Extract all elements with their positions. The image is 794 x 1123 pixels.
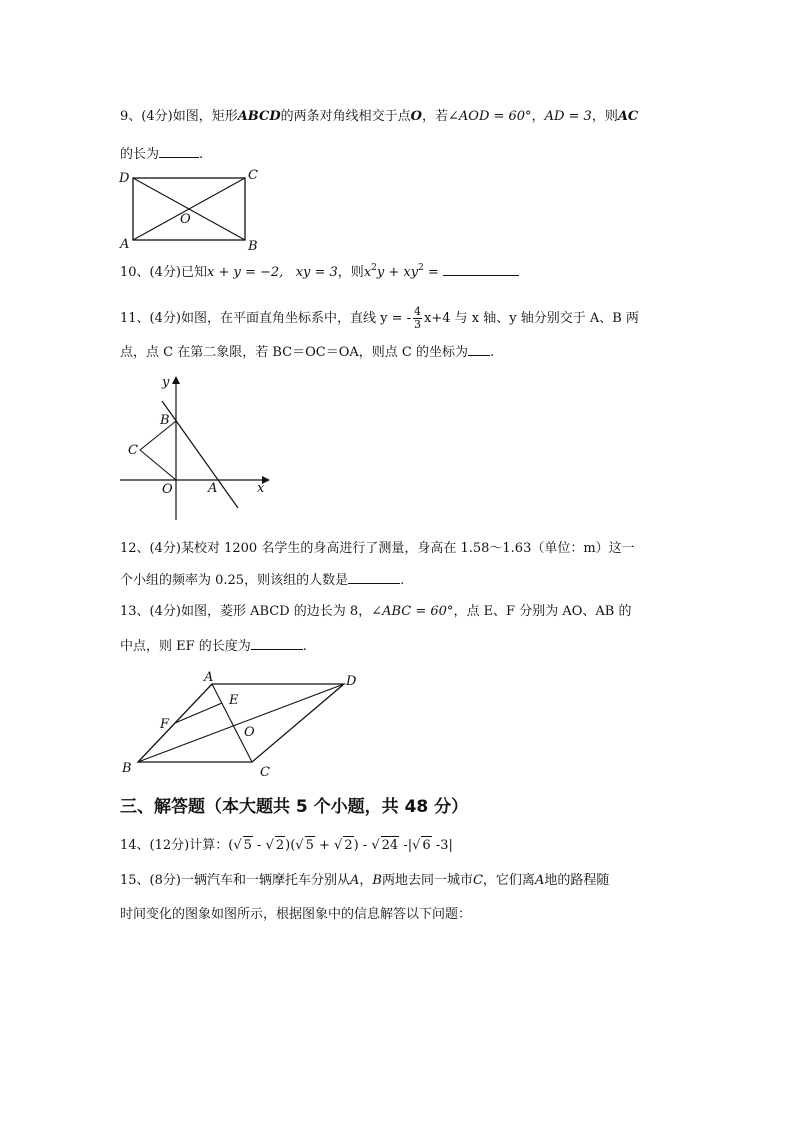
section-heading: 三、解答题（本大题共 5 个小题，共 48 分） — [120, 797, 469, 817]
q9-angle: ∠AOD = 60° — [448, 109, 532, 124]
q13-line1: 13、(4分)如图，菱形 ABCD 的边长为 8，∠ABC = 60°，点 E、F 分别为 AO、AB 的 — [120, 604, 632, 619]
label-b: B — [248, 239, 258, 254]
q14-number: 14、(12分) — [120, 838, 190, 853]
q11-coordinate-figure — [110, 368, 280, 528]
q12-line2: 个小组的频率为 0.25，则该组的人数是 . — [120, 570, 404, 590]
q15-number: 15、(8分) — [120, 873, 181, 888]
label-e: E — [229, 693, 239, 708]
label-c: C — [248, 168, 258, 183]
label-c: C — [128, 443, 138, 458]
label-d: D — [346, 674, 357, 689]
q12-number: 12、(4分) — [120, 541, 181, 556]
label-f: F — [160, 717, 170, 732]
answer-blank — [251, 636, 303, 650]
answer-blank — [468, 342, 490, 356]
q11-line1: 11、(4分)如图，在平面直角坐标系中，直线 y = - $\frac{4}{3}$ x+4 与 x 轴、y 轴分别交于 A、B 两 — [120, 305, 639, 331]
label-o: O — [180, 212, 191, 227]
label-a: A — [204, 670, 214, 685]
q15-line1: 15、(8分)一辆汽车和一辆摩托车分别从A，B两地去同一城市C，它们离A地的路程随 — [120, 873, 610, 888]
label-y: y — [162, 375, 170, 390]
q9-rectangle-figure — [116, 166, 266, 254]
line-ab — [162, 401, 238, 508]
q10-number: 10、(4分) — [120, 265, 181, 280]
label-b: B — [122, 761, 132, 776]
answer-blank — [348, 570, 400, 584]
label-x: x — [257, 481, 265, 496]
q13-angle: ∠ABC = 60° — [371, 604, 454, 619]
segment-ef — [175, 703, 222, 723]
q13-number: 13、(4分) — [120, 604, 181, 619]
label-b: B — [160, 413, 170, 428]
q14-line: 14、(12分)计算：(√ 5 - √ 2)(√ 5 + √ 2) - √ 24 -|√ 6 -3| — [120, 838, 453, 853]
q9-number: 9、(4分) — [120, 109, 173, 124]
label-d: D — [119, 171, 130, 186]
label-a: A — [120, 237, 130, 252]
label-a: A — [208, 481, 218, 496]
q12-line1: 12、(4分)某校对 1200 名学生的身高进行了测量，身高在 1.58～1.63（单位：m）这一 — [120, 541, 635, 556]
segment-bc — [140, 421, 176, 450]
q13-line2: 中点，则 EF 的长度为 . — [120, 636, 307, 656]
answer-blank — [443, 262, 519, 276]
q9-ad: AD = 3 — [544, 109, 592, 124]
q11-number: 11、(4分) — [120, 311, 181, 326]
segment-co — [140, 450, 176, 480]
label-o: O — [162, 482, 173, 497]
y-axis-arrow — [172, 376, 180, 384]
q10-line: 10、(4分)已知x + y = −2, xy = 3，则$x^2y + xy^2$ = — [120, 262, 519, 282]
q15-line2: 时间变化的图象如图所示，根据图象中的信息解答以下问题： — [120, 907, 472, 922]
q11-line2: 点，点 C 在第二象限，若 BC＝OC＝OA，则点 C 的坐标为 . — [120, 342, 494, 362]
q13-rhombus-figure — [116, 668, 366, 780]
q11-fraction: $\frac{4}{3}$ — [414, 305, 421, 331]
label-c: C — [260, 765, 270, 780]
answer-blank — [159, 144, 199, 158]
q9-line1: 9、(4分)如图，矩形ABCD的两条对角线相交于点O，若∠AOD = 60°，AD = 3，则AC — [120, 109, 639, 124]
q9-line2: 的长为 . — [120, 144, 203, 164]
label-o: O — [244, 725, 255, 740]
